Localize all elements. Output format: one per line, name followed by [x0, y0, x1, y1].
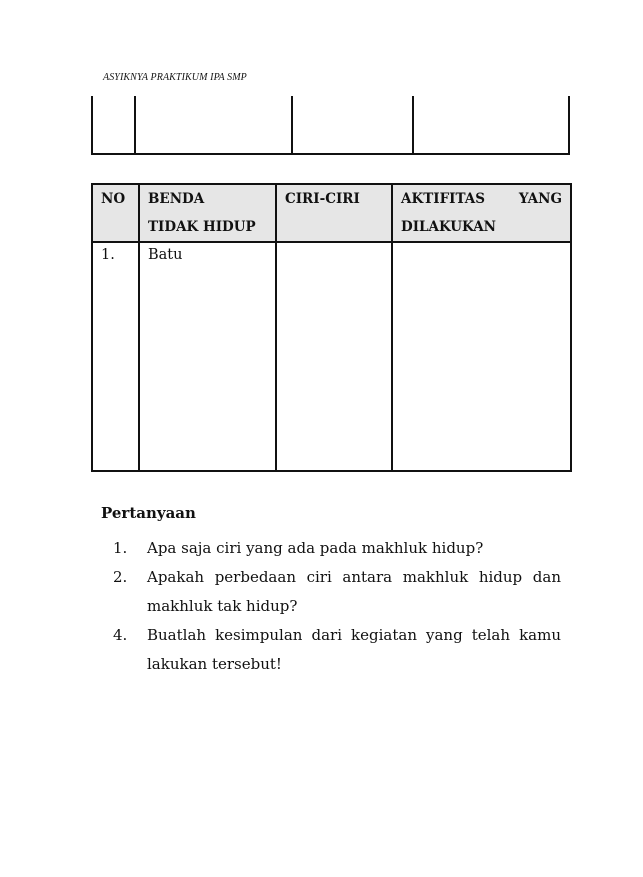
header-benda-line1: BENDA: [148, 191, 205, 207]
running-header: ASYIKNYA PRAKTIKUM IPA SMP: [103, 72, 247, 83]
previous-table-continuation: [91, 96, 570, 155]
table-column-line: [291, 96, 293, 153]
header-benda-line2: TIDAK HIDUP: [148, 219, 256, 235]
header-benda: [139, 184, 276, 242]
header-aktifitas-word2: YANG: [518, 191, 562, 207]
header-aktifitas-line2: DILAKUKAN: [401, 219, 497, 235]
cell-benda: Batu: [139, 242, 276, 471]
cell-aktifitas: [392, 242, 571, 471]
question-number: 4.: [113, 626, 128, 644]
cell-ciri: [276, 242, 392, 471]
questions-list: [101, 534, 561, 679]
question-text: Apa saja ciri yang ada pada makhluk hidup?: [147, 539, 484, 557]
table-column-line: [91, 96, 93, 153]
table-column-line: [134, 96, 136, 153]
header-ciri: CIRI-CIRI: [276, 184, 392, 242]
question-number: 1.: [113, 539, 128, 557]
header-no: NO: [92, 184, 139, 242]
table-column-line: [568, 96, 570, 153]
cell-no: 1.: [92, 242, 139, 471]
header-aktifitas: [392, 184, 571, 242]
list-item: [101, 563, 561, 621]
questions-title: Pertanyaan: [101, 504, 196, 522]
list-item: [101, 534, 561, 563]
question-number: 2.: [113, 568, 128, 586]
question-text: Buatlah kesimpulan dari kegiatan yang telah kamu lakukan tersebut!: [147, 626, 561, 673]
table-column-line: [412, 96, 414, 153]
questions-section: [101, 500, 561, 679]
table-row: [92, 242, 571, 471]
table-header-row: [92, 184, 571, 242]
question-text: Apakah perbedaan ciri antara makhluk hidup dan makhluk tak hidup?: [147, 568, 561, 615]
observation-table: [91, 183, 572, 472]
header-aktifitas-word1: AKTIFITAS: [401, 191, 485, 207]
list-item: [101, 621, 561, 679]
